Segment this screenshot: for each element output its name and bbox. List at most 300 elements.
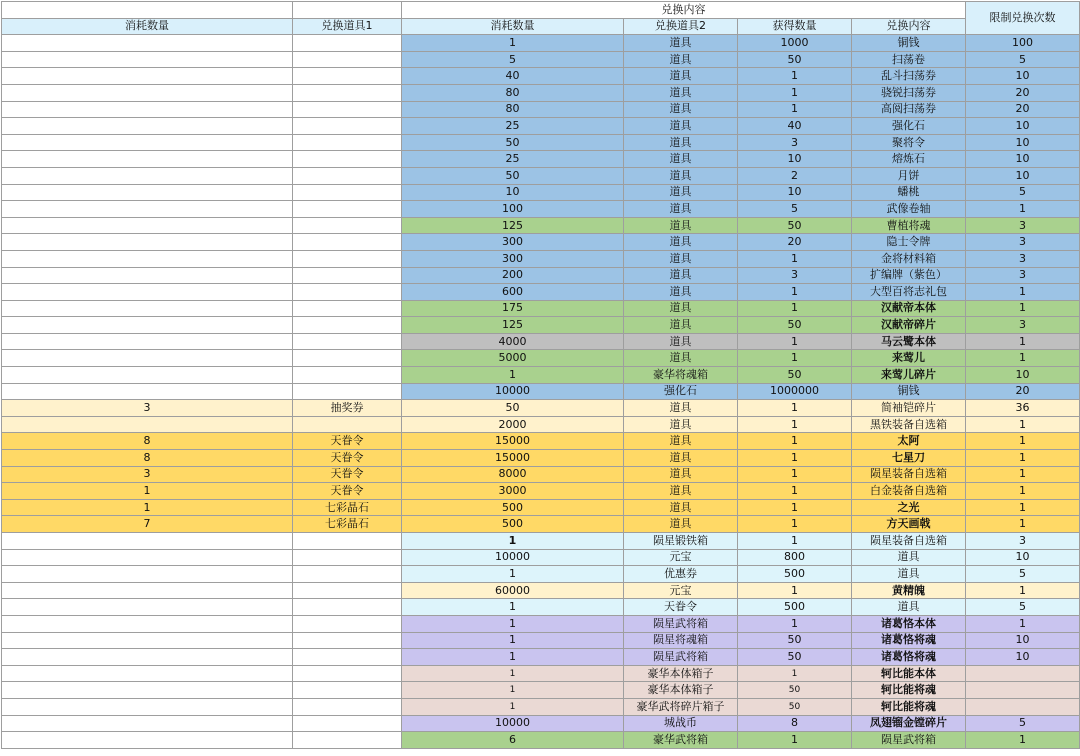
cell-cost-qty-1: 7	[2, 516, 293, 533]
cell-cost-qty-2: 1	[402, 665, 624, 682]
cell-item-2: 道具	[624, 433, 738, 450]
cell-cost-qty-1	[2, 533, 293, 550]
cell-cost-qty-1	[2, 615, 293, 632]
cell-content: 轲比能将魂	[852, 682, 966, 699]
cell-item-2: 豪华武将碎片箱子	[624, 698, 738, 715]
cell-gain-qty: 1	[738, 483, 852, 500]
cell-cost-qty-1: 1	[2, 499, 293, 516]
cell-content: 七星刀	[852, 450, 966, 467]
cell-item-2: 道具	[624, 499, 738, 516]
cell-item-1	[293, 300, 402, 317]
cell-item-1	[293, 599, 402, 616]
cell-item-2: 道具	[624, 450, 738, 467]
cell-limit: 5	[966, 566, 1080, 583]
cell-item-1	[293, 267, 402, 284]
cell-item-1	[293, 68, 402, 85]
cell-cost-qty-2: 100	[402, 201, 624, 218]
cell-gain-qty: 3	[738, 134, 852, 151]
cell-cost-qty-2: 10	[402, 184, 624, 201]
cell-gain-qty: 1	[738, 350, 852, 367]
cell-cost-qty-2: 1	[402, 682, 624, 699]
table-row	[2, 632, 1080, 649]
cell-cost-qty-2: 1	[402, 632, 624, 649]
cell-content: 陨星武将箱	[852, 732, 966, 749]
cell-item-1	[293, 383, 402, 400]
cell-gain-qty: 1000000	[738, 383, 852, 400]
cell-item-2: 道具	[624, 234, 738, 251]
table-row	[2, 201, 1080, 218]
cell-cost-qty-1	[2, 267, 293, 284]
cell-cost-qty-1	[2, 217, 293, 234]
cell-content: 汉献帝碎片	[852, 317, 966, 334]
cell-limit: 36	[966, 400, 1080, 417]
cell-limit: 3	[966, 533, 1080, 550]
cell-cost-qty-1	[2, 134, 293, 151]
header-col-cost-qty-2: 消耗数量	[402, 18, 624, 35]
cell-cost-qty-1	[2, 416, 293, 433]
cell-item-2: 道具	[624, 35, 738, 52]
cell-gain-qty: 1000	[738, 35, 852, 52]
cell-cost-qty-1	[2, 51, 293, 68]
cell-gain-qty: 50	[738, 649, 852, 666]
cell-limit: 5	[966, 715, 1080, 732]
cell-cost-qty-1	[2, 732, 293, 749]
cell-content: 道具	[852, 599, 966, 616]
cell-cost-qty-1	[2, 549, 293, 566]
cell-item-1: 天眷令	[293, 483, 402, 500]
cell-item-2: 陨星武将箱	[624, 615, 738, 632]
table-row	[2, 533, 1080, 550]
cell-limit: 1	[966, 433, 1080, 450]
cell-gain-qty: 1	[738, 333, 852, 350]
cell-limit: 1	[966, 300, 1080, 317]
cell-limit: 5	[966, 599, 1080, 616]
cell-gain-qty: 1	[738, 284, 852, 301]
table-row	[2, 118, 1080, 135]
cell-item-2: 道具	[624, 400, 738, 417]
cell-item-1	[293, 549, 402, 566]
cell-item-1	[293, 317, 402, 334]
cell-gain-qty: 50	[738, 51, 852, 68]
cell-cost-qty-1	[2, 151, 293, 168]
exchange-table	[1, 1, 1080, 749]
cell-content: 轲比能本体	[852, 665, 966, 682]
table-row	[2, 466, 1080, 483]
cell-cost-qty-2: 8000	[402, 466, 624, 483]
cell-limit: 10	[966, 549, 1080, 566]
cell-item-1	[293, 632, 402, 649]
cell-gain-qty: 1	[738, 250, 852, 267]
cell-gain-qty: 1	[738, 499, 852, 516]
table-row	[2, 400, 1080, 417]
cell-gain-qty: 2	[738, 167, 852, 184]
cell-item-1	[293, 167, 402, 184]
cell-gain-qty: 20	[738, 234, 852, 251]
cell-limit: 1	[966, 201, 1080, 218]
cell-cost-qty-2: 50	[402, 167, 624, 184]
cell-cost-qty-1: 8	[2, 433, 293, 450]
table-row	[2, 615, 1080, 632]
cell-limit: 1	[966, 615, 1080, 632]
cell-content: 诸葛恪将魂	[852, 649, 966, 666]
cell-item-1	[293, 84, 402, 101]
cell-gain-qty: 1	[738, 732, 852, 749]
cell-item-1	[293, 682, 402, 699]
cell-content: 之光	[852, 499, 966, 516]
cell-cost-qty-2: 10000	[402, 715, 624, 732]
cell-cost-qty-2: 1	[402, 566, 624, 583]
cell-cost-qty-1	[2, 84, 293, 101]
cell-cost-qty-1	[2, 599, 293, 616]
cell-item-1	[293, 350, 402, 367]
table-row	[2, 167, 1080, 184]
cell-item-2: 道具	[624, 134, 738, 151]
header-blank-1	[2, 2, 293, 19]
cell-gain-qty: 8	[738, 715, 852, 732]
cell-cost-qty-2: 5000	[402, 350, 624, 367]
cell-cost-qty-1	[2, 250, 293, 267]
header-group-title: 兑换内容	[402, 2, 966, 19]
cell-cost-qty-2: 300	[402, 234, 624, 251]
cell-gain-qty: 50	[738, 698, 852, 715]
cell-limit: 10	[966, 134, 1080, 151]
cell-content: 马云鹭本体	[852, 333, 966, 350]
cell-content: 简袖铠碎片	[852, 400, 966, 417]
cell-cost-qty-2: 50	[402, 400, 624, 417]
header-col-item-2: 兑换道具2	[624, 18, 738, 35]
cell-item-1	[293, 250, 402, 267]
cell-item-2: 道具	[624, 84, 738, 101]
cell-cost-qty-2: 175	[402, 300, 624, 317]
cell-limit: 10	[966, 68, 1080, 85]
header-col-gain-qty: 获得数量	[738, 18, 852, 35]
cell-limit: 1	[966, 284, 1080, 301]
table-row	[2, 383, 1080, 400]
cell-item-2: 道具	[624, 466, 738, 483]
cell-content: 蟠桃	[852, 184, 966, 201]
cell-cost-qty-1	[2, 682, 293, 699]
cell-gain-qty: 1	[738, 665, 852, 682]
cell-cost-qty-2: 1	[402, 649, 624, 666]
cell-cost-qty-1	[2, 68, 293, 85]
cell-item-2: 元宝	[624, 549, 738, 566]
cell-cost-qty-2: 125	[402, 317, 624, 334]
cell-cost-qty-1	[2, 234, 293, 251]
cell-cost-qty-1: 8	[2, 450, 293, 467]
cell-content: 陨星装备自选箱	[852, 533, 966, 550]
cell-cost-qty-1	[2, 698, 293, 715]
cell-item-1	[293, 615, 402, 632]
table-row	[2, 250, 1080, 267]
cell-item-1	[293, 416, 402, 433]
cell-content: 道具	[852, 549, 966, 566]
cell-gain-qty: 10	[738, 151, 852, 168]
cell-gain-qty: 5	[738, 201, 852, 218]
cell-limit: 10	[966, 367, 1080, 384]
cell-limit: 1	[966, 333, 1080, 350]
cell-cost-qty-2: 500	[402, 499, 624, 516]
cell-item-1	[293, 51, 402, 68]
cell-item-2: 城战币	[624, 715, 738, 732]
cell-cost-qty-2: 10000	[402, 549, 624, 566]
cell-item-1	[293, 698, 402, 715]
cell-item-2: 道具	[624, 267, 738, 284]
cell-item-1	[293, 118, 402, 135]
cell-cost-qty-1	[2, 201, 293, 218]
cell-content: 铜钱	[852, 35, 966, 52]
cell-gain-qty: 1	[738, 466, 852, 483]
cell-limit: 10	[966, 151, 1080, 168]
table-row	[2, 483, 1080, 500]
cell-gain-qty: 50	[738, 217, 852, 234]
cell-gain-qty: 800	[738, 549, 852, 566]
cell-cost-qty-2: 50	[402, 134, 624, 151]
cell-gain-qty: 1	[738, 84, 852, 101]
cell-content: 陨星装备自选箱	[852, 466, 966, 483]
cell-item-1	[293, 533, 402, 550]
cell-gain-qty: 1	[738, 433, 852, 450]
cell-gain-qty: 1	[738, 450, 852, 467]
table-row	[2, 416, 1080, 433]
cell-limit: 3	[966, 217, 1080, 234]
cell-cost-qty-1	[2, 300, 293, 317]
cell-item-2: 道具	[624, 68, 738, 85]
cell-gain-qty: 1	[738, 300, 852, 317]
cell-item-2: 道具	[624, 101, 738, 118]
cell-gain-qty: 50	[738, 317, 852, 334]
table-row	[2, 698, 1080, 715]
table-row	[2, 367, 1080, 384]
cell-content: 熔炼石	[852, 151, 966, 168]
table-row	[2, 333, 1080, 350]
cell-limit	[966, 682, 1080, 699]
cell-cost-qty-1: 1	[2, 483, 293, 500]
table-row	[2, 516, 1080, 533]
cell-cost-qty-1	[2, 715, 293, 732]
cell-item-1	[293, 234, 402, 251]
cell-cost-qty-1	[2, 566, 293, 583]
cell-gain-qty: 1	[738, 68, 852, 85]
cell-cost-qty-2: 3000	[402, 483, 624, 500]
cell-cost-qty-1	[2, 665, 293, 682]
cell-item-2: 陨星锻铁箱	[624, 533, 738, 550]
table-row	[2, 649, 1080, 666]
cell-cost-qty-1	[2, 101, 293, 118]
table-row	[2, 715, 1080, 732]
cell-limit: 20	[966, 383, 1080, 400]
cell-gain-qty: 50	[738, 632, 852, 649]
cell-item-1	[293, 582, 402, 599]
cell-content: 轲比能将魂	[852, 698, 966, 715]
cell-gain-qty: 3	[738, 267, 852, 284]
table-row	[2, 134, 1080, 151]
cell-content: 扫荡卷	[852, 51, 966, 68]
cell-item-2: 道具	[624, 184, 738, 201]
cell-cost-qty-2: 1	[402, 615, 624, 632]
cell-item-2: 陨星武将箱	[624, 649, 738, 666]
cell-cost-qty-2: 6	[402, 732, 624, 749]
table-row	[2, 499, 1080, 516]
cell-cost-qty-2: 1	[402, 367, 624, 384]
cell-cost-qty-1	[2, 383, 293, 400]
cell-cost-qty-1	[2, 632, 293, 649]
cell-limit: 3	[966, 250, 1080, 267]
cell-item-1	[293, 35, 402, 52]
cell-cost-qty-1	[2, 350, 293, 367]
cell-cost-qty-2: 200	[402, 267, 624, 284]
cell-item-2: 道具	[624, 317, 738, 334]
table-row	[2, 582, 1080, 599]
cell-cost-qty-1	[2, 317, 293, 334]
cell-item-2: 陨星将魂箱	[624, 632, 738, 649]
cell-limit: 10	[966, 118, 1080, 135]
cell-cost-qty-2: 1	[402, 533, 624, 550]
cell-cost-qty-2: 500	[402, 516, 624, 533]
cell-item-2: 道具	[624, 416, 738, 433]
cell-item-2: 优惠券	[624, 566, 738, 583]
cell-item-2: 道具	[624, 118, 738, 135]
cell-item-1	[293, 566, 402, 583]
cell-cost-qty-1: 3	[2, 400, 293, 417]
cell-limit: 1	[966, 582, 1080, 599]
cell-limit: 10	[966, 632, 1080, 649]
cell-limit: 3	[966, 234, 1080, 251]
cell-content: 汉献帝本体	[852, 300, 966, 317]
cell-gain-qty: 1	[738, 400, 852, 417]
cell-limit: 100	[966, 35, 1080, 52]
cell-gain-qty: 1	[738, 615, 852, 632]
header-limit-title: 限制兑换次数	[966, 2, 1080, 35]
cell-limit: 3	[966, 317, 1080, 334]
cell-content: 聚将令	[852, 134, 966, 151]
cell-item-2: 道具	[624, 250, 738, 267]
cell-cost-qty-1	[2, 184, 293, 201]
cell-cost-qty-2: 80	[402, 84, 624, 101]
cell-gain-qty: 1	[738, 582, 852, 599]
cell-item-2: 道具	[624, 284, 738, 301]
cell-content: 扩编牌（紫色）	[852, 267, 966, 284]
cell-content: 月饼	[852, 167, 966, 184]
cell-item-1	[293, 732, 402, 749]
cell-cost-qty-2: 1	[402, 35, 624, 52]
table-row	[2, 101, 1080, 118]
cell-limit	[966, 665, 1080, 682]
cell-item-1: 天眷令	[293, 466, 402, 483]
cell-item-2: 道具	[624, 350, 738, 367]
header-row-group	[2, 2, 1080, 19]
cell-content: 隐士令牌	[852, 234, 966, 251]
cell-item-1	[293, 665, 402, 682]
cell-content: 来莺儿碎片	[852, 367, 966, 384]
cell-limit: 20	[966, 84, 1080, 101]
cell-gain-qty: 50	[738, 682, 852, 699]
cell-content: 乱斗扫荡券	[852, 68, 966, 85]
cell-limit: 1	[966, 483, 1080, 500]
cell-item-2: 道具	[624, 151, 738, 168]
cell-item-1: 抽奖券	[293, 400, 402, 417]
cell-content: 方天画戟	[852, 516, 966, 533]
cell-cost-qty-2: 5	[402, 51, 624, 68]
cell-content: 高阅扫荡券	[852, 101, 966, 118]
cell-item-1	[293, 649, 402, 666]
cell-cost-qty-1	[2, 649, 293, 666]
cell-cost-qty-1: 3	[2, 466, 293, 483]
table-row	[2, 35, 1080, 52]
table-row	[2, 151, 1080, 168]
cell-item-2: 豪华武将箱	[624, 732, 738, 749]
cell-cost-qty-2: 25	[402, 151, 624, 168]
table-row	[2, 433, 1080, 450]
cell-item-1	[293, 151, 402, 168]
table-row	[2, 267, 1080, 284]
cell-limit: 1	[966, 466, 1080, 483]
cell-cost-qty-2: 40	[402, 68, 624, 85]
cell-item-2: 天眷令	[624, 599, 738, 616]
cell-item-2: 元宝	[624, 582, 738, 599]
cell-item-1	[293, 201, 402, 218]
cell-item-1	[293, 217, 402, 234]
cell-item-1	[293, 367, 402, 384]
cell-cost-qty-2: 80	[402, 101, 624, 118]
cell-gain-qty: 10	[738, 184, 852, 201]
table-row	[2, 350, 1080, 367]
cell-cost-qty-2: 4000	[402, 333, 624, 350]
cell-item-2: 道具	[624, 201, 738, 218]
cell-content: 金将材料箱	[852, 250, 966, 267]
cell-cost-qty-2: 125	[402, 217, 624, 234]
cell-cost-qty-1	[2, 167, 293, 184]
table-row	[2, 68, 1080, 85]
cell-content: 白金装备自选箱	[852, 483, 966, 500]
table-row	[2, 450, 1080, 467]
cell-item-1	[293, 134, 402, 151]
cell-cost-qty-1	[2, 333, 293, 350]
table-row	[2, 599, 1080, 616]
cell-cost-qty-2: 60000	[402, 582, 624, 599]
cell-content: 道具	[852, 566, 966, 583]
cell-content: 黄精魄	[852, 582, 966, 599]
cell-content: 强化石	[852, 118, 966, 135]
cell-item-2: 道具	[624, 483, 738, 500]
cell-gain-qty: 1	[738, 516, 852, 533]
cell-limit: 10	[966, 167, 1080, 184]
cell-limit: 1	[966, 516, 1080, 533]
table-row	[2, 732, 1080, 749]
cell-cost-qty-2: 1	[402, 698, 624, 715]
cell-limit: 1	[966, 450, 1080, 467]
cell-content: 曹植将魂	[852, 217, 966, 234]
cell-cost-qty-2: 25	[402, 118, 624, 135]
table-row	[2, 217, 1080, 234]
header-col-cost-qty-1: 消耗数量	[2, 18, 293, 35]
cell-gain-qty: 40	[738, 118, 852, 135]
table-row	[2, 665, 1080, 682]
cell-cost-qty-2: 2000	[402, 416, 624, 433]
cell-item-1: 天眷令	[293, 450, 402, 467]
cell-gain-qty: 1	[738, 101, 852, 118]
cell-content: 诸葛恪本体	[852, 615, 966, 632]
table-row	[2, 317, 1080, 334]
cell-cost-qty-1	[2, 284, 293, 301]
cell-gain-qty: 1	[738, 533, 852, 550]
table-row	[2, 184, 1080, 201]
table-row	[2, 284, 1080, 301]
cell-item-1: 七彩晶石	[293, 499, 402, 516]
cell-item-1	[293, 715, 402, 732]
cell-item-1: 七彩晶石	[293, 516, 402, 533]
cell-content: 诸葛恪将魂	[852, 632, 966, 649]
cell-limit: 1	[966, 416, 1080, 433]
